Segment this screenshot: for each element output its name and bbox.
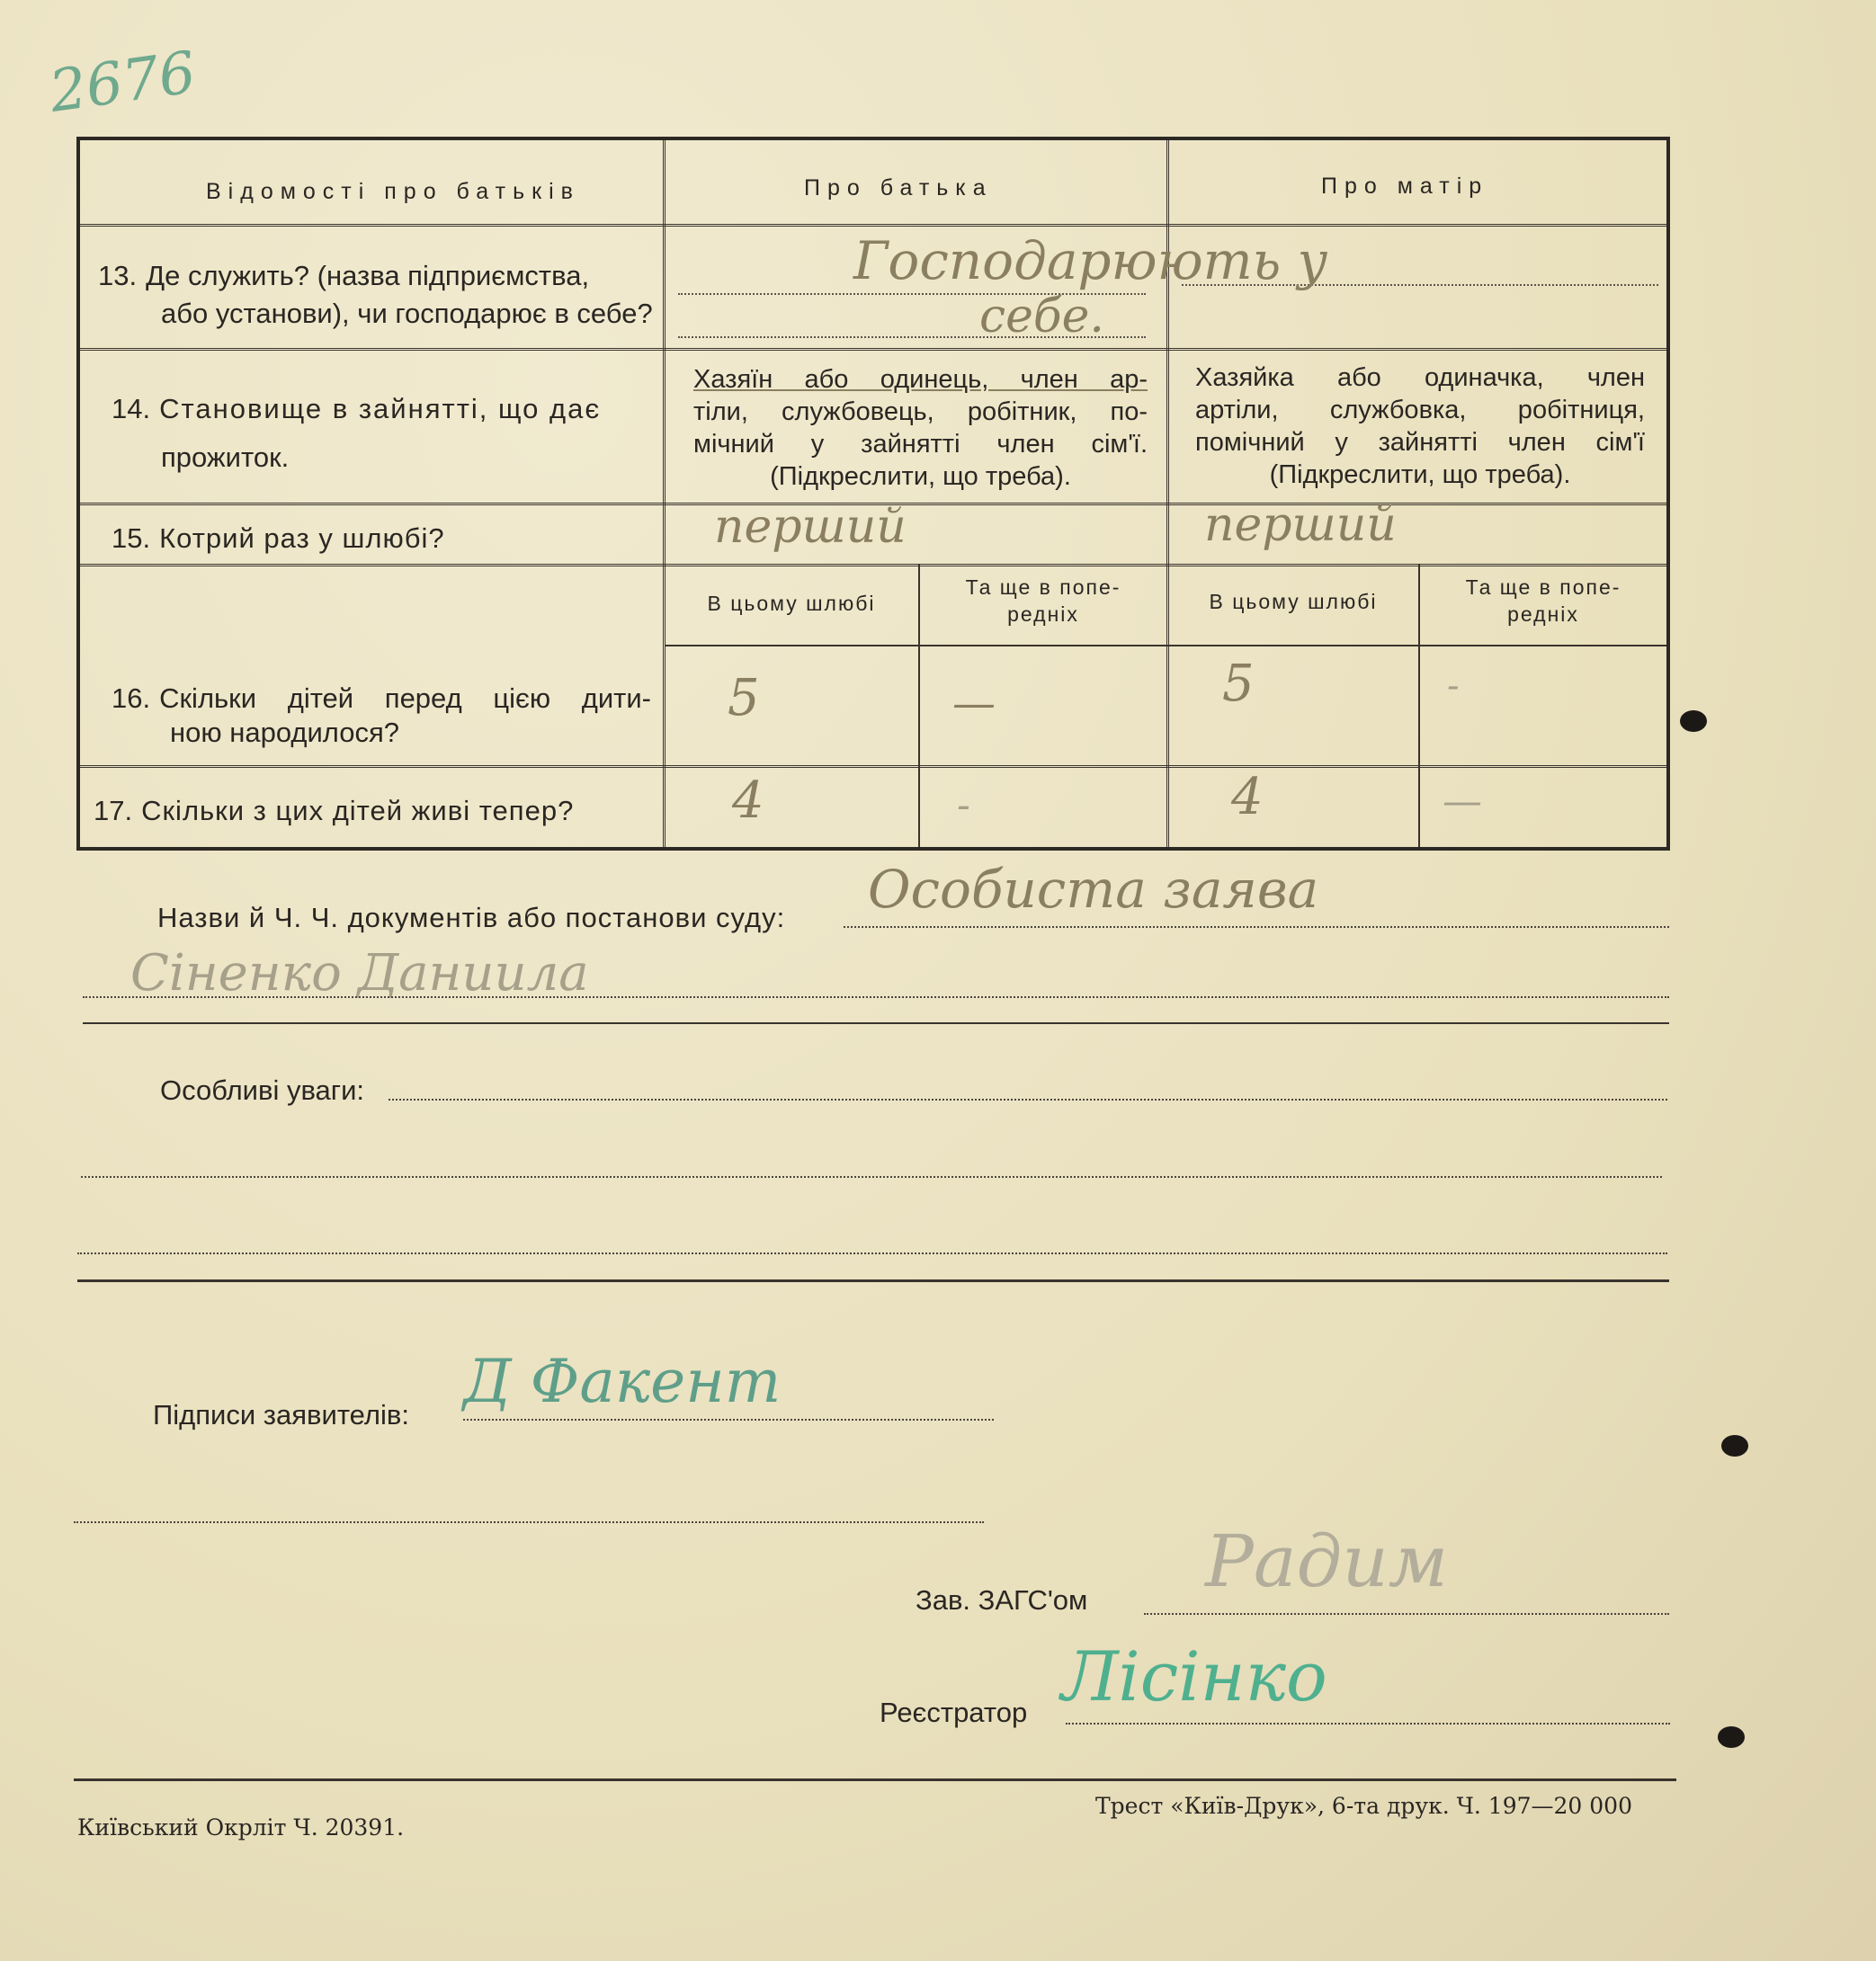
q17-number: 17. — [94, 795, 133, 826]
q16-mother-this: 5 — [1222, 655, 1255, 713]
q15-mother-answer: перший — [1204, 498, 1397, 552]
q15-label — [112, 520, 445, 557]
dotted-line — [844, 926, 1669, 928]
q17-mother-prev: — — [1443, 779, 1482, 825]
header-mother: Про матір — [1321, 174, 1489, 199]
documents-label: Назви й Ч. Ч. документів або постанови суду: — [157, 902, 786, 933]
documents-value-line2: Сіненко Даниила — [130, 944, 589, 1003]
registrar-signature: Лісінко — [1061, 1636, 1327, 1716]
q16-number: 16. — [112, 682, 151, 714]
dotted-line — [83, 996, 1669, 998]
applicants-signature: Д Факент — [463, 1347, 782, 1416]
option-line: Хазяйка або одиначка, член — [1195, 363, 1645, 392]
option-line: (Підкреслити, що треба). — [1269, 460, 1571, 489]
section-rule — [83, 1022, 1669, 1024]
q17-father-prev: - — [957, 782, 970, 828]
q16-father-this: 5 — [728, 669, 760, 727]
q13-number: 13. — [98, 260, 138, 291]
applicants-signature-label: Підписи заявителів: — [153, 1399, 409, 1431]
option-line: артіли, службовка, робітниця, — [1195, 396, 1645, 424]
subheader-father-prev — [922, 574, 1165, 628]
footer-rule — [74, 1778, 1676, 1781]
registrar-label: Реєстратор — [880, 1697, 1028, 1728]
archive-number: 2676 — [45, 40, 201, 126]
subheader-father-this: В цьому шлюбі — [707, 592, 876, 615]
footer-right-print-info: Трест «Київ-Друк», 6-та друк. Ч. 197—20 000 — [1095, 1793, 1632, 1819]
q16-text-line1: Скільки дітей перед цією дити- — [159, 682, 651, 714]
table-divider — [665, 645, 1666, 646]
table-divider — [1418, 564, 1420, 847]
subheader-line: Та ще в попе- — [1465, 575, 1621, 599]
table-divider — [80, 224, 1666, 227]
q14-text-line1: Становище в зайнятті, що дає — [159, 393, 602, 424]
dotted-line — [389, 1099, 1667, 1101]
subheader-line: редніх — [1007, 602, 1079, 626]
q17-mother-this: 4 — [1231, 768, 1264, 826]
header-father: Про батька — [804, 175, 993, 201]
table-divider — [80, 348, 1666, 351]
q16-label — [112, 680, 651, 718]
binding-hole — [1718, 1726, 1745, 1748]
q15-text: Котрий раз у шлюбі? — [159, 522, 445, 554]
dotted-line — [81, 1176, 1662, 1178]
zags-head-signature: Радим — [1205, 1520, 1449, 1603]
subheader-mother-prev — [1422, 574, 1665, 628]
dotted-line — [1066, 1723, 1670, 1725]
section-rule — [77, 1279, 1669, 1282]
q16-father-prev: — — [952, 678, 996, 728]
q17-label — [94, 792, 574, 830]
q15-number: 15. — [112, 522, 151, 554]
parents-info-table — [76, 137, 1670, 851]
q14-number: 14. — [112, 393, 151, 424]
q13-text-line1: Де служить? (назва підприємства, — [146, 260, 590, 291]
header-info: Відомості про батьків — [206, 179, 580, 204]
dotted-line — [463, 1419, 994, 1421]
dotted-line — [1144, 1613, 1669, 1615]
q16-text-line2: ною народилося? — [170, 717, 399, 748]
table-divider — [80, 564, 1666, 566]
q13-text-line2: або установи), чи господарює в себе? — [161, 298, 653, 329]
subheader-mother-this: В цьому шлюбі — [1209, 590, 1378, 613]
remarks-label: Особливі уваги: — [160, 1074, 365, 1106]
q17-text: Скільки з цих дітей живі тепер? — [141, 795, 575, 826]
option-line: мічний у зайнятті член сім'ї. — [693, 430, 1148, 459]
q16-mother-prev: - — [1447, 665, 1460, 707]
table-divider — [80, 765, 1666, 768]
dotted-line — [77, 1252, 1667, 1254]
zags-head-label: Зав. ЗАГС'ом — [916, 1584, 1088, 1616]
q13-answer: Господарюють у — [853, 230, 1328, 291]
binding-hole — [1721, 1435, 1748, 1457]
option-line: (Підкреслити, що треба). — [770, 462, 1071, 491]
q13-label — [98, 257, 589, 295]
binding-hole — [1680, 710, 1707, 732]
dotted-line — [74, 1521, 984, 1523]
subheader-line: Та ще в попе- — [965, 575, 1121, 599]
q14-text-line2: прожиток. — [161, 441, 290, 473]
footer-left-print-info: Київський Окрліт Ч. 20391. — [77, 1814, 405, 1841]
documents-value: Особиста заява — [868, 859, 1319, 920]
q14-mother-options — [1195, 361, 1645, 491]
q15-father-answer: перший — [714, 500, 907, 554]
table-divider — [918, 564, 920, 847]
q13-answer-line2: себе. — [979, 290, 1104, 343]
q17-father-this: 4 — [732, 771, 764, 830]
option-line: Хазяїн або одинець, член ар- — [693, 365, 1148, 394]
option-line: помічний у зайнятті член сім'ї — [1195, 428, 1645, 457]
option-line: тіли, службовець, робітник, по- — [693, 397, 1148, 426]
subheader-line: редніх — [1507, 602, 1579, 626]
q14-label — [112, 390, 601, 428]
q14-father-options — [693, 363, 1148, 493]
table-divider — [663, 140, 666, 847]
